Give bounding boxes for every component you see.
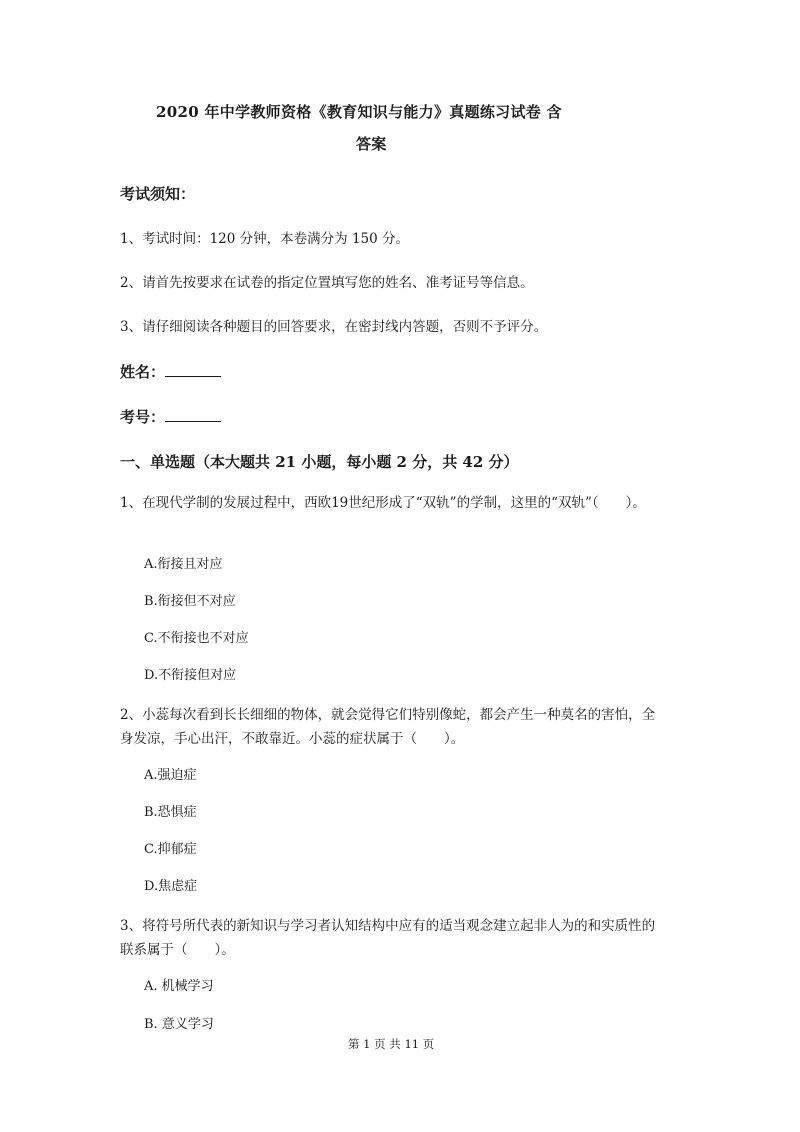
question-3-line-1: 3、将符号所代表的新知识与学习者认知结构中应有的适当观念建立起非人为的和实质性的	[120, 918, 656, 934]
section-heading: 一、单选题（本大题共 21 小题，每小题 2 分，共 42 分）	[120, 453, 519, 471]
question-2-option-b: B.恐惧症	[144, 805, 197, 820]
question-2-option-a: A.强迫症	[144, 768, 197, 783]
title-line-1: 2020 年中学教师资格《教育知识与能力》真题练习试卷 含	[156, 103, 562, 121]
question-3-option-a: A. 机械学习	[144, 979, 214, 994]
question-3-line-2: 联系属于（ ）。	[120, 942, 235, 958]
question-1-option-c: C.不衔接也不对应	[144, 631, 249, 646]
page-footer: 第 1 页 共 11 页	[348, 1037, 435, 1051]
question-3-option-b: B. 意义学习	[144, 1017, 214, 1032]
id-blank[interactable]	[165, 407, 221, 422]
notice-heading: 考试须知：	[120, 185, 196, 203]
question-2-line-2: 身发凉，手心出汗，不敢靠近。小蕊的症状属于（ ）。	[120, 731, 465, 747]
question-1-option-b: B.衔接但不对应	[144, 594, 236, 609]
name-label: 姓名：	[120, 363, 166, 381]
title-line-2: 答案	[356, 135, 387, 153]
notice-item-2: 2、请首先按要求在试卷的指定位置填写您的姓名、准考证号等信息。	[120, 275, 534, 291]
question-1-line-1: 1、在现代学制的发展过程中，西欧19世纪形成了“双轨”的学制，这里的“双轨”（ ）。	[120, 495, 646, 511]
name-field	[120, 361, 221, 382]
question-1-option-a: A.衔接且对应	[144, 557, 223, 572]
id-field	[120, 406, 221, 427]
question-2-line-1: 2、小蕊每次看到长长细细的物体，就会觉得它们特别像蛇，都会产生一种莫名的害怕，全	[120, 707, 656, 723]
notice-item-1: 1、考试时间：120 分钟，本卷满分为 150 分。	[120, 231, 409, 247]
question-2-option-d: D.焦虑症	[144, 879, 198, 894]
question-2-option-c: C.抑郁症	[144, 842, 197, 857]
notice-item-3: 3、请仔细阅读各种题目的回答要求，在密封线内答题，否则不予评分。	[120, 319, 548, 335]
id-label: 考号：	[120, 408, 166, 426]
name-blank[interactable]	[165, 362, 221, 377]
question-1-option-d: D.不衔接但对应	[144, 668, 237, 683]
